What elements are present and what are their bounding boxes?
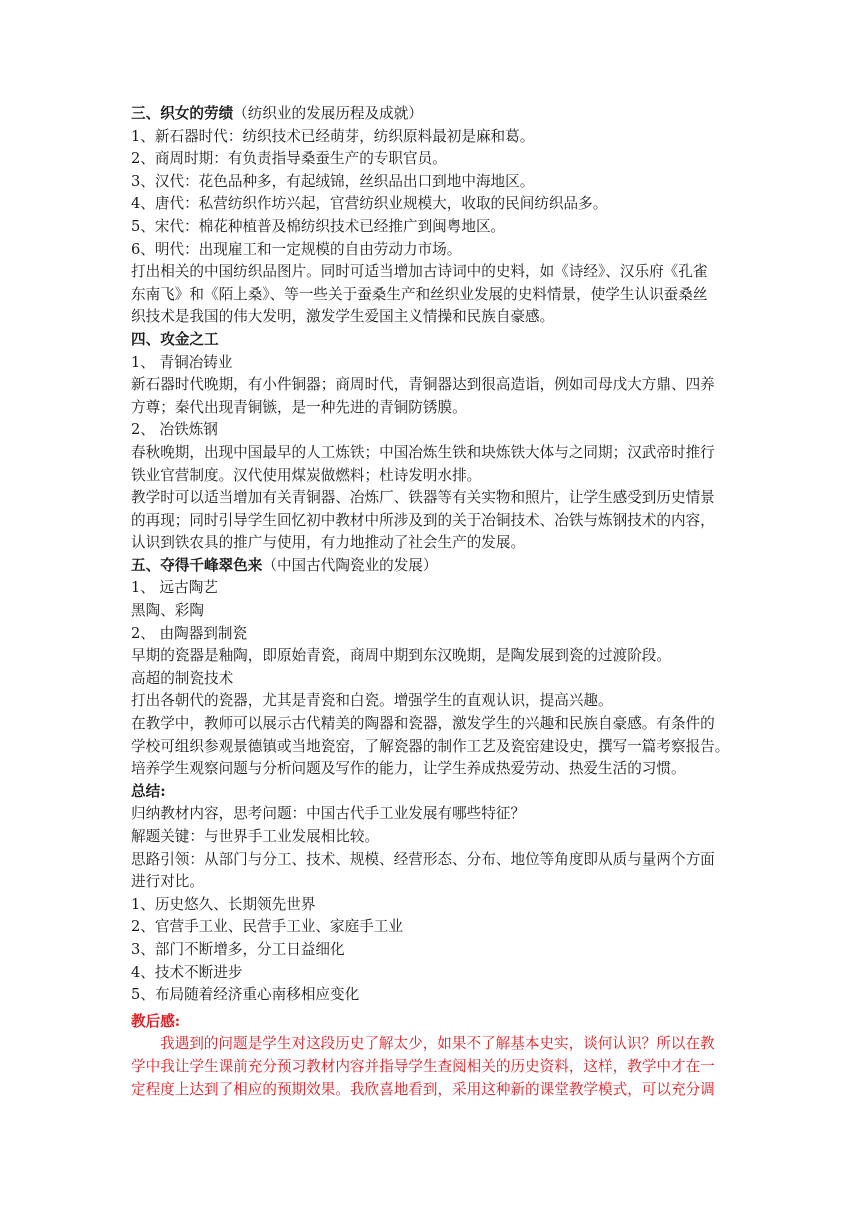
section-5-title: 五、夺得千峰翠色来 xyxy=(131,556,263,574)
section-5-paragraph-line: 学校可组织参观景德镇或当地瓷窑，了解瓷器的制作工艺及瓷窑建设史，撰写一篇考察报告。 xyxy=(131,737,730,755)
summary-item: 5、布局随着经济重心南移相应变化 xyxy=(131,986,360,1004)
section-4-subheading: 2、 冶铁炼钢 xyxy=(131,421,218,439)
section-4-text-line: 方尊；秦代出现青铜镞，是一种先进的青铜防锈膜。 xyxy=(131,398,467,416)
reflection-text-line: 定程度上达到了相应的预期效果。我欣喜地看到，采用这种新的课堂教学模式，可以充分调 xyxy=(131,1080,715,1098)
section-3-item: 3、汉代：花色品种多，有起绒锦，丝织品出口到地中海地区。 xyxy=(131,172,535,190)
section-3-item: 1、新石器时代：纺织技术已经萌芽，纺织原料最初是麻和葛。 xyxy=(131,127,535,145)
section-4-paragraph-line: 认识到铁农具的推广与使用，有力地推动了社会生产的发展。 xyxy=(131,534,526,552)
section-5-subheading: 1、 远古陶艺 xyxy=(131,579,218,597)
section-3-item: 2、商周时期：有负责指导桑蚕生产的专职官员。 xyxy=(131,150,447,168)
section-3-paragraph-line: 织技术是我国的伟大发明，激发学生爱国主义情操和民族自豪感。 xyxy=(131,308,555,326)
section-5-note: （中国古代陶瓷业的发展） xyxy=(262,556,438,574)
section-3-paragraph-line: 打出相关的中国纺织品图片。同时可适当增加古诗词中的史料，如《诗经》、汉乐府《孔雀 xyxy=(131,263,708,281)
section-4-paragraph-line: 的再现；同时引导学生回忆初中教材中所涉及到的关于冶铜技术、冶铁与炼钢技术的内容， xyxy=(131,511,715,529)
summary-question: 归纳教材内容，思考问题：中国古代手工业发展有哪些特征？ xyxy=(131,805,526,823)
section-5-heading xyxy=(131,555,741,578)
section-5-text-line: 早期的瓷器是釉陶，即原始青瓷，商周中期到东汉晚期，是陶发展到瓷的过渡阶段。 xyxy=(131,647,671,665)
section-4-text-line: 铁业官营制度。汉代使用煤炭做燃料；杜诗发明水排。 xyxy=(131,466,482,484)
section-3-note: （纺织业的发展历程及成就） xyxy=(233,105,423,122)
section-5-paragraph-line: 在教学中，教师可以展示古代精美的陶器和瓷器，激发学生的兴趣和民族自豪感。有条件的 xyxy=(131,715,715,733)
section-3-item: 5、宋代：棉花种植普及棉纺织技术已经推广到闽粤地区。 xyxy=(131,217,506,235)
section-3-item: 4、唐代：私营纺织作坊兴起，官营纺织业规模大，收取的民间纺织品多。 xyxy=(131,195,608,213)
section-4-text-line: 春秋晚期，出现中国最早的人工炼铁；中国冶炼生铁和块炼铁大体与之同期；汉武帝时推行 xyxy=(131,443,715,461)
reflection-heading: 教后感: xyxy=(131,1012,181,1030)
summary-key: 解题关键：与世界手工业发展相比较。 xyxy=(131,828,380,845)
summary-item: 3、部门不断增多，分工日益细化 xyxy=(131,940,345,958)
document-page xyxy=(131,103,741,1101)
section-5-subheading: 2、 由陶器到制瓷 xyxy=(131,624,248,642)
reflection-text-line: 我遇到的问题是学生对这段历史了解太少，如果不了解基本史实，谈何认识？所以在教 xyxy=(160,1035,715,1053)
summary-guide-line: 进行对比。 xyxy=(131,873,204,891)
section-5-subheading: 高超的制瓷技术 xyxy=(131,669,234,687)
section-4-subheading: 1、 青铜冶铸业 xyxy=(131,353,233,371)
summary-guide-line: 思路引领：从部门与分工、技术、规模、经营形态、分布、地位等角度即从质与量两个方面 xyxy=(131,850,715,868)
section-4-text-line: 新石器时代晚期，有小件铜器；商周时代，青铜器达到很高造诣，例如司母戊大方鼎、四养 xyxy=(131,376,715,394)
section-3-paragraph-line: 东南飞》和《陌上桑》、等一些关于蚕桑生产和丝织业发展的史料情景，使学生认识蚕桑丝 xyxy=(131,285,708,303)
summary-item: 4、技术不断进步 xyxy=(131,963,243,981)
summary-item: 1、历史悠久、长期领先世界 xyxy=(131,895,316,913)
section-5-paragraph-line: 培养学生观察问题与分析问题及写作的能力，让学生养成热爱劳动、热爱生活的习惯。 xyxy=(131,760,686,778)
summary-heading: 总结: xyxy=(131,782,166,800)
section-3-title: 三、织女的劳绩 xyxy=(131,105,234,122)
summary-item: 2、官营手工业、民营手工业、家庭手工业 xyxy=(131,918,403,936)
section-5-text-line: 黑陶、彩陶 xyxy=(131,602,204,620)
section-3-heading xyxy=(131,103,741,126)
reflection-text-line: 学中我让学生课前充分预习教材内容并指导学生查阅相关的历史资料，这样，教学中才在一 xyxy=(131,1057,715,1075)
section-4-heading: 四、攻金之工 xyxy=(131,330,219,348)
section-5-text-line: 打出各朝代的瓷器，尤其是青瓷和白瓷。增强学生的直观认识，提高兴趣。 xyxy=(131,692,613,710)
section-3-item: 6、明代：出现雇工和一定规模的自由劳动力市场。 xyxy=(131,240,462,258)
section-4-paragraph-line: 教学时可以适当增加有关青铜器、冶炼厂、铁器等有关实物和照片，让学生感受到历史情景 xyxy=(131,489,715,507)
